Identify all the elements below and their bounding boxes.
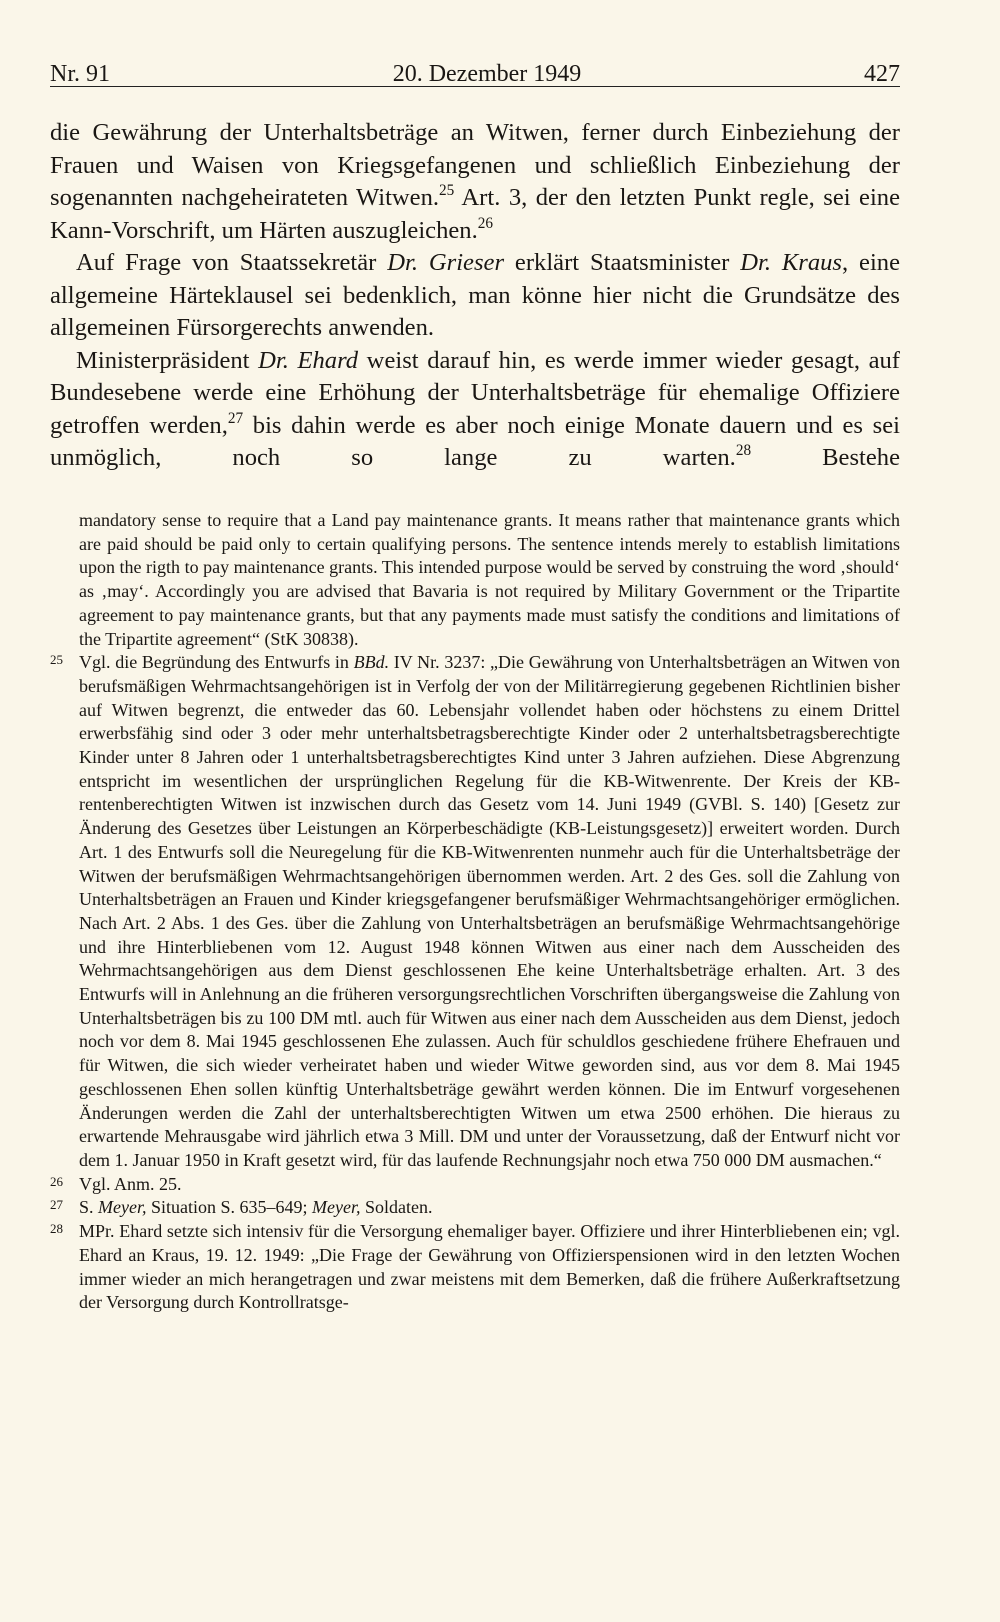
footnote-25 bbox=[50, 651, 900, 1172]
paragraph-3 bbox=[50, 345, 900, 475]
paragraph-3-text-b: weist darauf hin, es werde immer wieder gesagt, auf Bundesebene werde eine Erhöhung der Unterhaltsbeträge für ehemalige Offiziere getroffen werden, bbox=[50, 346, 900, 439]
running-head bbox=[50, 48, 900, 88]
document-date: 20. Dezember 1949 bbox=[392, 61, 582, 87]
footnote-25-text-a: Vgl. die Begründung des Entwurfs in bbox=[79, 652, 354, 673]
person-grieser: Dr. Grieser bbox=[387, 249, 505, 276]
footnote-25-text-b: IV Nr. 3237: „Die Gewährung von Unterhaltsbeträgen an Witwen von berufsmäßigen Wehrmachtsangehörigen ist in Verfolg der von der Militärregierung gegebenen Richtlinien bisher auf Witwen begrenzt, die entweder das 60. Lebensjahr vollendet haben oder höchstens zu einem Drittel erwerbsfähig sind oder 3 oder mehr unterhaltsbetragsberechtigte Kinder oder 2 unterhaltsbetragsberechtigte Kinder unter 8 Jahren oder 1 unterhaltsbetragsberechtigtes Kind unter 3 Jahren aufziehen. Diese Abgrenzung entspricht im wesentlichen der ursprünglichen Regelung für die KB-Witwenrente. Der Kreis der KB-rentenberechtigten Witwen ist inzwischen durch das Gesetz vom 14. Juni 1949 (GVBl. S. 140) [Gesetz zur Änderung des Gesetzes über Leistungen an Körperbeschädigte (KB-Leistungsgesetz)] erweitert worden. Durch Art. 1 des Entwurfs soll die Neuregelung für die KB-Witwenrenten nunmehr auch für die Unterhaltsbeträge der Witwen der berufsmäßigen Wehrmachtsangehörigen übernommen werden. Art. 2 des Ges. soll die Zahlung von Unterhaltsbeträgen an Frauen und Kinder kriegsgefangener berufsmäßiger Wehrmachtsangehöriger ermöglichen. Nach Art. 2 Abs. 1 des Ges. über die Zahlung von Unterhaltsbeträgen an berufsmäßige Wehrmachtsangehörige und ihre Hinterbliebenen vom 12. August 1948 können Witwen aus einer nach dem Ausscheiden des Wehrmachtsangehörigen aus dem Dienst geschlossenen Ehe keine Unterhaltsbeträge erhalten. Art. 3 des Entwurfs will in Anlehnung an die früheren versorgungsrechtlichen Vorschriften übergangsweise die Zahlung von Unterhaltsbeträgen bis zu 100 DM mtl. auch für Witwen aus einer nach dem Ausscheiden aus dem Dienst, jedoch noch vor dem 8. Mai 1945 geschlossenen Ehe zulassen. Auch für schuldlos geschiedene frühere Ehefrauen und für Witwen, die sich wieder verheiratet haben und wieder Witwe geworden sind, aus vor dem 8. Mai 1945 geschlossenen Ehen sollen künftig Unterhaltsbeträge gewährt werden können. Die im Entwurf vorgesehenen Änderungen werden die Zahl der unterhaltsberechtigten Witwen um etwa 2500 erhöhen. Die hieraus zu erwartende Mehrausgabe wird jährlich etwa 3 Mill. DM und unter der Voraussetzung, daß der Entwurf nicht vor dem 1. Januar 1950 in Kraft gesetzt wird, für das laufende Rechnungsjahr noch etwa 750 000 DM ausmachen.“ bbox=[79, 652, 900, 1170]
person-ehard: Dr. Ehard bbox=[258, 346, 359, 374]
paragraph-3-text-d: Bestehe bbox=[751, 444, 900, 471]
author-meyer: Meyer, bbox=[98, 1197, 147, 1218]
paragraph-2 bbox=[50, 247, 900, 345]
footnote-28-text: MPr. Ehard setzte sich intensiv für die Versorgung ehemaliger bayer. Offiziere und ihrer Hinterbliebenen ein; vgl. Ehard an Kraus, 19. 12. 1949: „Die Frage der Gewährung von Offizierspensionen wird in den letzten Wochen immer wieder an mich herangetragen und zwar meistens mit dem Bemerken, daß die frühere Außerkraftsetzung der Versorgung durch Kontrollratsge- bbox=[79, 1221, 900, 1313]
footnote-27-text-a: S. bbox=[79, 1197, 99, 1218]
footnote-28 bbox=[50, 1220, 900, 1315]
main-text bbox=[50, 117, 900, 475]
author-meyer: Meyer, bbox=[312, 1197, 361, 1218]
document-number: Nr. 91 bbox=[50, 61, 110, 87]
footnote-27 bbox=[50, 1196, 900, 1220]
paragraph-1-text-b: Art. 3, der den letzten Punkt regle, sei eine Kann-Vorschrift, um Härten auszugleichen. bbox=[50, 184, 901, 244]
paragraph-3-text-c: bis dahin werde es aber noch einige Monate dauern und es sei unmöglich, noch so lange zu warten. bbox=[50, 411, 900, 471]
person-kraus: Dr. Kraus bbox=[740, 249, 842, 276]
footnote-26-text: Vgl. Anm. 25. bbox=[79, 1173, 182, 1194]
paragraph-2-text-a: Auf Frage von Staatssekretär bbox=[76, 249, 388, 276]
footnote-27-text-b: Situation S. 635–649; bbox=[146, 1197, 313, 1218]
footnote-ref-25: 25 bbox=[439, 182, 455, 200]
footnote-number: 26 bbox=[50, 1173, 63, 1189]
paragraph-2-text-b: erklärt Staatsminister bbox=[504, 249, 741, 276]
footnote-ref-28: 28 bbox=[735, 442, 752, 460]
footnote-27-text-c: Soldaten. bbox=[360, 1197, 433, 1218]
paragraph-1-text-a: die Gewährung der Unterhaltsbeträge an Witwen, ferner durch Einbeziehung der Frauen und Waisen von Kriegsgefangenen und schließlich Einbeziehung der sogenannten nachgeheirateten Witwen. bbox=[50, 119, 900, 211]
footnote-continuation: mandatory sense to require that a Land pay maintenance grants. It means rather that maintenance grants which are paid should be paid only to certain qualifying persons. The sentence intends merely to establish limitations upon the rigth to pay maintenance grants. This intended purpose would be served by construing the word ‚should‘ as ‚may‘. Accordingly you are advised that Bavaria is not required by Military Government or the Tripartite agreement to pay maintenance grants, but that any payments made must satisfy the conditions and limitations of the Tripartite agreement“ (StK 30838). bbox=[79, 510, 900, 649]
source-abbrev: BBd. bbox=[353, 652, 390, 673]
footnote-ref-27: 27 bbox=[227, 409, 244, 427]
paragraph-3-text-a: Ministerpräsident bbox=[76, 346, 259, 374]
footnote-number: 27 bbox=[50, 1197, 63, 1213]
paragraph-1 bbox=[50, 117, 900, 247]
footnote-number: 28 bbox=[50, 1221, 63, 1237]
footnote-number: 25 bbox=[50, 652, 63, 668]
footnote-26 bbox=[50, 1173, 900, 1197]
footnote-ref-26: 26 bbox=[477, 214, 493, 232]
paragraph-2-text-c: , eine allgemeine Härteklausel sei bedenklich, man könne hier nicht die Grundsätze des allgemeinen Fürsorgerechts anwenden. bbox=[50, 249, 900, 341]
footnotes bbox=[50, 509, 900, 1315]
header-rule bbox=[50, 86, 900, 87]
page-number: 427 bbox=[863, 61, 900, 87]
